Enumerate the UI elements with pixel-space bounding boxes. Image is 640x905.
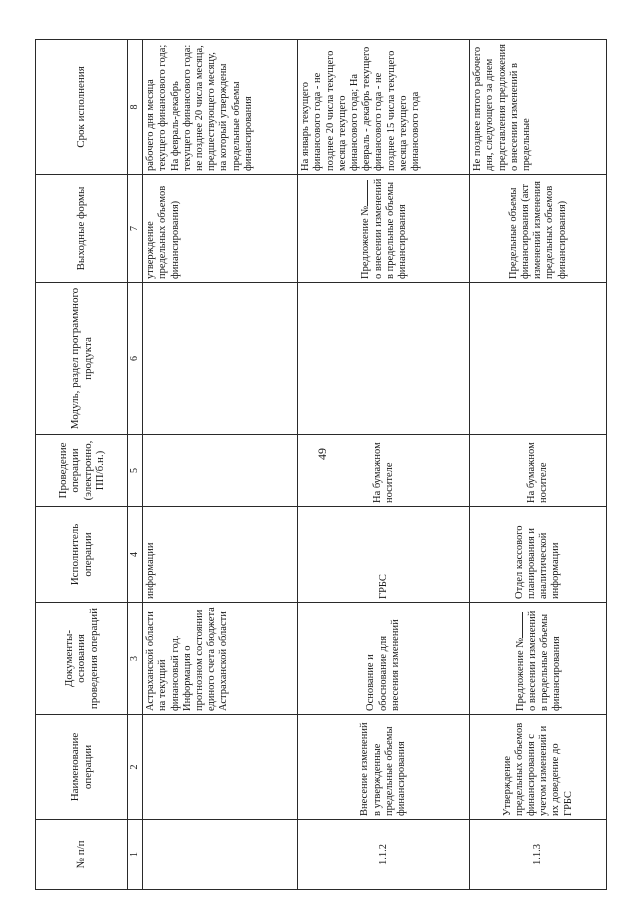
header-output: Выходные формы: [36, 175, 128, 283]
page-number: 49: [315, 448, 329, 460]
row-deadline: На январь текущего финансового года - не позднее 20 числа текущего месяца текущего финансового года; На февраль - декабрь текущего финансового года - не позднее 15 числа текущего месяца текущего финансового года: [298, 40, 470, 175]
column-number: 2: [128, 715, 143, 820]
row-output: утверждение предельных объемов финансирования): [143, 175, 298, 283]
table-row: [143, 40, 298, 890]
row-executor: ГРБС: [298, 507, 470, 603]
column-number-row: [128, 40, 143, 890]
column-number: 5: [128, 435, 143, 507]
header-deadline: Срок исполнения: [36, 40, 128, 175]
row-method: На бумажном носителе: [470, 435, 607, 507]
header-operation-name: Наименование операции: [36, 715, 128, 820]
row-module: [143, 283, 298, 435]
operations-table: [35, 39, 607, 890]
column-number: 3: [128, 603, 143, 715]
row-module: [470, 283, 607, 435]
row-documents: Астраханской области на текущий финансовый год. Информация о прогнозном состоянии единого счета бюджета Астраханской области: [143, 603, 298, 715]
row-operation-name: Утверждение предельных объемов финансирования с учетом изменений и их доведение до ГРБС: [470, 715, 607, 820]
row-executor: информации: [143, 507, 298, 603]
row-operation-name: [143, 715, 298, 820]
header-documents: Документы-основания проведения операций: [36, 603, 128, 715]
column-number: 1: [128, 820, 143, 890]
row-deadline: рабочего дня месяца текущего финансового года; На февраль-декабрь текущего финансового года: не позднее 20 числа месяца, предшествующего месяцу, на который утверждены предельные объемы финансирования: [143, 40, 298, 175]
row-documents: [470, 603, 607, 715]
row-num: 1.1.2: [298, 820, 470, 890]
header-method: Проведение операции (электронно, ПП/б.н.): [36, 435, 128, 507]
table-row: [298, 40, 470, 890]
column-number: 7: [128, 175, 143, 283]
header-module: Модуль, раздел программного продукта: [36, 283, 128, 435]
row-num: [143, 820, 298, 890]
row-module: [298, 283, 470, 435]
header-executor: Исполнитель операции: [36, 507, 128, 603]
row-executor: Отдел кассового планирования и аналитической информации: [470, 507, 607, 603]
row-deadline: Не позднее пятого рабочего дня, следующего за днем представления предложения о внесении изменений в предельные: [470, 40, 607, 175]
table-row: [470, 40, 607, 890]
header-num: № п/п: [36, 820, 128, 890]
blank-line: [358, 180, 368, 206]
row-operation-name: Внесение изменений в утвержденные предельные объемы финансирования: [298, 715, 470, 820]
row-num: 1.1.3: [470, 820, 607, 890]
row-method: [143, 435, 298, 507]
column-number: 6: [128, 283, 143, 435]
proposal-label: Предложение №: [514, 637, 526, 711]
column-number: 8: [128, 40, 143, 175]
proposal-text: о внесении изменений в предельные объемы финансирования: [372, 178, 408, 279]
blank-line: [513, 612, 523, 638]
row-output: [298, 175, 470, 283]
proposal-label: Предложение №: [360, 205, 372, 279]
row-output: Предельные объемы финансирования (акт изменений изменения предельных объемов финансирования): [470, 175, 607, 283]
header-row: [36, 40, 128, 890]
row-method: На бумажном носителе: [298, 435, 470, 507]
row-documents: Основание и обоснование для внесения изменений: [298, 603, 470, 715]
proposal-text: о внесении изменений в предельные объемы финансирования: [527, 610, 563, 711]
operations-table-rotated: [35, 40, 605, 890]
column-number: 4: [128, 507, 143, 603]
